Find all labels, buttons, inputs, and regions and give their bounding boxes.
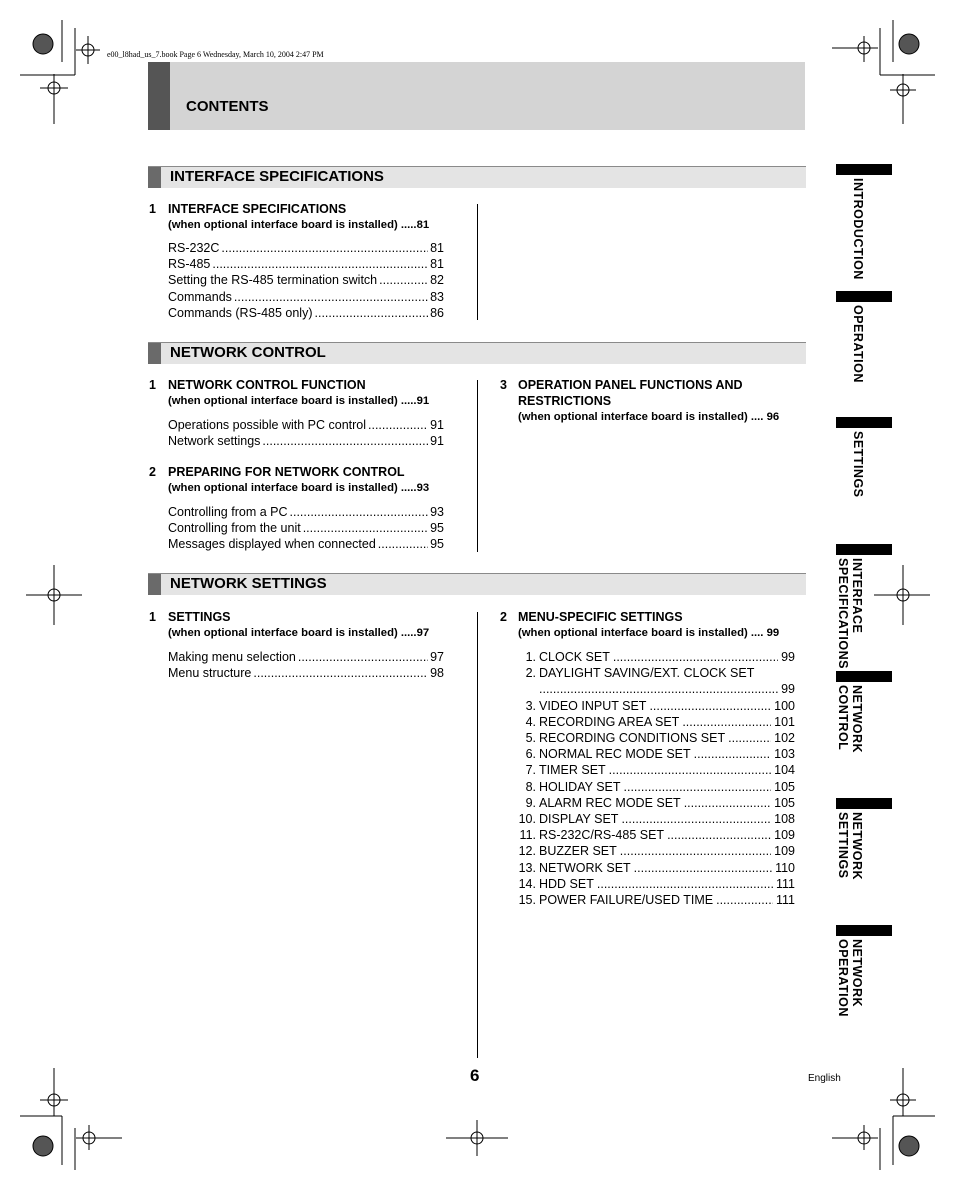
toc-entry[interactable]: 4. RECORDING AREA SET ..... 101 — [500, 714, 795, 730]
toc-item-subtitle: (when optional interface board is installed) .....91 — [168, 395, 430, 407]
toc-item-number: 3 — [500, 378, 507, 392]
toc-entry[interactable]: 3. VIDEO INPUT SET ..... 100 — [500, 698, 795, 714]
side-tab-network-operation[interactable]: NETWORK OPERATION — [836, 939, 864, 1017]
toc-entry[interactable]: RS-485 ..... 81 — [168, 256, 444, 272]
toc-entry[interactable]: Commands (RS-485 only) ..... 86 — [168, 305, 444, 321]
toc-entry[interactable]: Setting the RS-485 termination switch ..... 82 — [168, 272, 444, 288]
toc-entry[interactable]: 1. CLOCK SET ..... 99 — [500, 649, 795, 665]
toc-entry[interactable]: Menu structure ..... 98 — [168, 665, 444, 681]
toc-item-subtitle: (when optional interface board is installed) .....97 — [168, 627, 430, 639]
toc-item-title: NETWORK CONTROL FUNCTION — [168, 378, 366, 392]
toc-entry[interactable]: 2. DAYLIGHT SAVING/EXT. CLOCK SET — [525, 666, 755, 681]
section-title: NETWORK CONTROL — [170, 344, 326, 361]
side-tab-settings[interactable]: SETTINGS — [851, 431, 865, 498]
toc-item-number: 2 — [149, 465, 156, 479]
toc-entry[interactable]: RS-232C ..... 81 — [168, 240, 444, 256]
toc-item-number: 1 — [149, 610, 156, 624]
toc-entry[interactable]: 5. RECORDING CONDITIONS SET ..... 102 — [500, 730, 795, 746]
print-file-info: e00_l8had_us_7.book Page 6 Wednesday, March 10, 2004 2:47 PM — [107, 50, 324, 59]
toc-entry[interactable]: Commands ..... 83 — [168, 289, 444, 305]
toc-item-title: SETTINGS — [168, 610, 231, 624]
toc-item-subtitle: (when optional interface board is installed) .... 96 — [518, 411, 780, 423]
side-tab-network-settings[interactable]: NETWORK SETTINGS — [836, 812, 864, 881]
toc-item-subtitle: (when optional interface board is installed) .....93 — [168, 482, 430, 494]
toc-entry[interactable]: Network settings ..... 91 — [168, 433, 444, 449]
toc-item-subtitle: (when optional interface board is installed) .... 99 — [518, 627, 780, 639]
toc-entry[interactable]: 9. ALARM REC MODE SET ..... 105 — [500, 795, 795, 811]
toc-entry[interactable]: 14. HDD SET ..... 111 — [500, 876, 795, 892]
toc-entry[interactable]: Messages displayed when connected ..... 95 — [168, 536, 444, 552]
toc-entry[interactable]: 11. RS-232C/RS-485 SET ..... 109 — [500, 827, 795, 843]
toc-entry-continued[interactable]: ..... 99 — [500, 681, 795, 697]
toc-item-title: OPERATION PANEL FUNCTIONS AND — [518, 378, 743, 392]
toc-entry[interactable]: Controlling from the unit ..... 95 — [168, 520, 444, 536]
toc-item-number: 2 — [500, 610, 507, 624]
section-title: INTERFACE SPECIFICATIONS — [170, 168, 384, 185]
toc-entry[interactable]: 6. NORMAL REC MODE SET ..... 103 — [500, 746, 795, 762]
toc-item-title: MENU-SPECIFIC SETTINGS — [518, 610, 683, 624]
toc-entry[interactable]: 7. TIMER SET ..... 104 — [500, 762, 795, 778]
page-title: CONTENTS — [186, 98, 269, 115]
toc-item-subtitle: (when optional interface board is installed) .....81 — [168, 219, 430, 231]
toc-entry[interactable]: 10. DISPLAY SET ..... 108 — [500, 811, 795, 827]
toc-item-title: INTERFACE SPECIFICATIONS — [168, 202, 347, 216]
toc-item-number: 1 — [149, 202, 156, 216]
side-tab-operation[interactable]: OPERATION — [851, 305, 865, 383]
toc-entry[interactable]: Operations possible with PC control ..... 91 — [168, 417, 444, 433]
toc-item-title-continued: RESTRICTIONS — [518, 394, 612, 408]
side-tab-network-control[interactable]: NETWORK CONTROL — [836, 685, 864, 754]
toc-entry[interactable]: 15. POWER FAILURE/USED TIME ..... 111 — [500, 892, 795, 908]
section-title: NETWORK SETTINGS — [170, 575, 327, 592]
toc-item-title: PREPARING FOR NETWORK CONTROL — [168, 465, 405, 479]
language-label: English — [808, 1073, 841, 1084]
side-tab-introduction[interactable]: INTRODUCTION — [851, 178, 865, 280]
toc-entry[interactable]: 13. NETWORK SET ..... 110 — [500, 860, 795, 876]
page-number: 6 — [470, 1066, 480, 1085]
target-circle-icon — [33, 34, 919, 1156]
side-tab-interface-specifications[interactable]: INTERFACE SPECIFICATIONS — [836, 558, 864, 669]
toc-item-number: 1 — [149, 378, 156, 392]
toc-entry[interactable]: Making menu selection ..... 97 — [168, 649, 444, 665]
toc-entry[interactable]: 8. HOLIDAY SET ..... 105 — [500, 779, 795, 795]
toc-entry[interactable]: 12. BUZZER SET ..... 109 — [500, 843, 795, 859]
toc-entry[interactable]: Controlling from a PC ..... 93 — [168, 504, 444, 520]
